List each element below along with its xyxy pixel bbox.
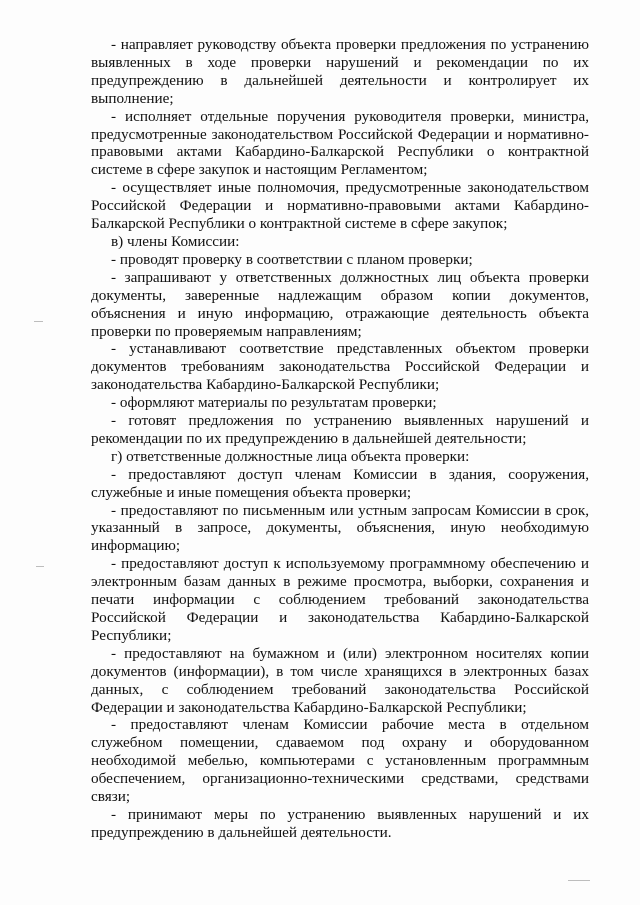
scan-mark — [568, 880, 590, 881]
paragraph: в) члены Комиссии: — [111, 232, 240, 250]
paragraph: - предоставляют доступ членам Комиссии в здания, сооружения, служебные и иные помещения объекта проверки; — [91, 465, 589, 501]
paragraph: - устанавливают соответствие представленных объектом проверки документов требованиям законодательства Российской Федерации и законодательства Кабардино-Балкарской Республики; — [91, 340, 589, 394]
paragraph: г) ответственные должностные лица объекта проверки: — [111, 447, 470, 465]
scan-mark — [34, 321, 43, 322]
paragraph: - оформляют материалы по результатам проверки; — [111, 394, 437, 412]
scan-mark — [36, 566, 44, 567]
paragraph: - направляет руководству объекта проверки предложения по устранению выявленных в ходе проверки нарушений и рекомендации по их предупреждению в дальнейшей деятельности и контролирует их выполнение; — [91, 36, 589, 107]
paragraph: - готовят предложения по устранению выявленных нарушений и рекомендации по их предупреждению в дальнейшей деятельности; — [91, 412, 589, 447]
paragraph: - предоставляют доступ к используемому программному обеспечению и электронным базам данных в режиме просмотра, выборки, сохранения и печати информации с соблюдением требований законодательства Российской Федерации и законодательства Кабардино-Балкарской Республики; — [91, 555, 589, 644]
paragraph: - предоставляют членам Комиссии рабочие места в отдельном служебном помещении, сдаваемом под охрану и оборудованном необходимой мебелью, компьютерами с установленным программным обеспечением, организационно-техническими средствами, средствами связи; — [91, 716, 589, 806]
document-body — [91, 36, 589, 842]
paragraph: - предоставляют по письменным или устным запросам Комиссии в срок, указанный в запросе, документы, объяснения, иную необходимую информацию; — [91, 501, 589, 555]
paragraph: - исполняет отдельные поручения руководителя проверки, министра, предусмотренные законодательством Российской Федерации и нормативно-правовыми актами Кабардино-Балкарской Республики о контрактной системе в сфере закупок и настоящим Регламентом; — [91, 107, 589, 179]
paragraph: - принимают меры по устранению выявленных нарушений и их предупреждению в дальнейшей деятельности. — [91, 805, 589, 841]
paragraph: - проводят проверку в соответствии с планом проверки; — [111, 250, 473, 268]
paragraph: - осуществляет иные полномочия, предусмотренные законодательством Российской Федерации и нормативно-правовыми актами Кабардино-Балкарской Республики о контрактной системе в сфере закупок; — [91, 179, 589, 233]
paragraph: - запрашивают у ответственных должностных лиц объекта проверки документы, заверенные надлежащим образом копии документов, объяснения и иную информацию, отражающие деятельность объекта проверки по проверяемым направлениям; — [91, 268, 589, 340]
paragraph: - предоставляют на бумажном и (или) электронном носителях копии документов (информации), в том числе хранящихся в электронных базах данных, с соблюдением требований законодательства Российской Федерации и законодательства Кабардино-Балкарской Республики; — [91, 644, 589, 716]
